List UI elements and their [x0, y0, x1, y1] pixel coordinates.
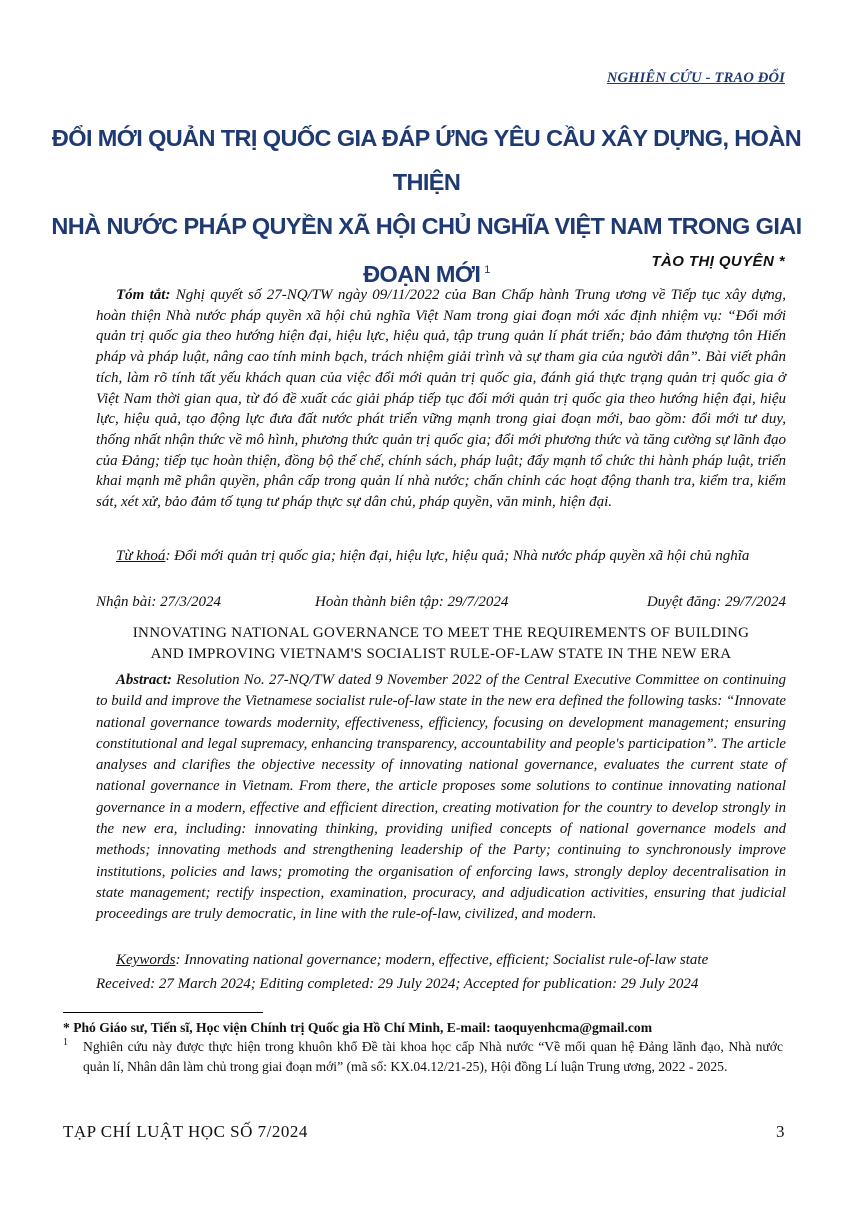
title-line-2: NHÀ NƯỚC PHÁP QUYỀN XÃ HỘI CHỦ NGHĨA VIỆT NAM TRONG GIAI ĐOẠN MỚI $^1$: [51, 213, 802, 287]
title-en-line-2: AND IMPROVING VIETNAM'S SOCIALIST RULE-OF-LAW STATE IN THE NEW ERA: [150, 646, 732, 662]
title-line-1: ĐỔI MỚI QUẢN TRỊ QUỐC GIA ĐÁP ỨNG YÊU CẦU XÂY DỰNG, HOÀN THIỆN: [51, 125, 802, 195]
keywords-en: [96, 950, 786, 971]
keywords-vi: [96, 546, 786, 567]
summary-vi: [96, 285, 786, 513]
keywords-vi-label: Từ khoá: [116, 548, 166, 564]
abstract-label: Abstract:: [116, 672, 172, 688]
summary-text: Nghị quyết số 27-NQ/TW ngày 09/11/2022 của Ban Chấp hành Trung ương về Tiếp tục xây dựng, hoàn thiện Nhà nước pháp quyền xã hội chủ nghĩa Việt Nam trong giai đoạn mới xác định nhiệm vụ: “Đổi mới quản trị quốc gia theo hướng hiện đại, hiệu lực, hiệu quả, tập trung quản lí phát triển; bảo đảm thượng tôn Hiến pháp và pháp luật, nâng cao tính minh bạch, trách nhiệm giải trình và sự tham gia của người dân”. Bài viết phân tích, làm rõ tính tất yếu khách quan của việc đổi mới quản trị quốc gia, đánh giá thực trạng quản trị quốc gia ở Việt Nam thời gian qua, từ đó đề xuất các giải pháp tiếp tục đổi mới quản trị quốc gia theo hướng hiện đại, hiệu lực, hiệu quả, tạo động lực đưa đất nước phát triển vững mạnh trong giai đoạn mới, bao gồm: đổi mới tư duy, thống nhất nhận thức về mô hình, phương thức quản trị quốc gia; đổi mới phương thức và tăng cường sự lãnh đạo của Đảng; tiếp tục hoàn thiện, đồng bộ thể chế, chính sách, pháp luật; đẩy mạnh tổ chức thi hành pháp luật, triển khai mạnh mẽ phân quyền, phân cấp trong quản lí nhà nước; chấn chỉnh các hoạt động thanh tra, kiểm tra, kiểm sát, xét xử, bảo đảm tố tụng tư pháp thực sự dân chủ, pháp quyền, văn minh, hiện đại.: [96, 287, 786, 511]
received-date-vi: Nhận bài: 27/3/2024: [96, 594, 222, 610]
accepted-date-vi: Duyệt đăng: 29/7/2024: [646, 594, 786, 610]
keywords-en-text: : Innovating national governance; modern, effective, efficient; Socialist rule-of-law state: [175, 952, 709, 968]
keywords-en-label: Keywords: [116, 952, 176, 968]
footnote-divider: [63, 1012, 263, 1013]
title-en-line-1: INNOVATING NATIONAL GOVERNANCE TO MEET THE REQUIREMENTS OF BUILDING: [132, 625, 750, 641]
footnote-1-text: Nghiên cứu này được thực hiện trong khuôn khổ Đề tài khoa học cấp Nhà nước “Về mối quan hệ Đảng lãnh đạo, Nhà nước quản lí, Nhân dân làm chủ trong giai đoạn mới” (mã số: KX.04.12/21-25), Hội đồng Lí luận Trung ương, 2022 - 2025.: [83, 1039, 783, 1074]
page-number: 3: [776, 1122, 785, 1141]
footnote-author: * Phó Giáo sư, Tiến sĩ, Học viện Chính trị Quốc gia Hồ Chí Minh, E-mail: taoquyenhcma@gmail.com: [63, 1020, 653, 1035]
title-footnote-mark: 1: [484, 264, 490, 276]
footnote-1-mark: 1: [63, 1037, 68, 1048]
dates-vi: [96, 592, 786, 612]
summary-label: Tóm tắt:: [116, 287, 171, 303]
abstract-text: Resolution No. 27-NQ/TW dated 9 November 2022 of the Central Executive Committee on continuing to build and improve the Vietnamese socialist rule-of-law state in the new era defined the following tasks: “Innovate national governance towards modernity, effectiveness, efficiency, focusing on development management; ensuring constitutional and legal supremacy, enhancing transparency, accountability and people's participation”. The article analyses and clarifies the objective necessity of innovating national governance, evaluates the current state of national governance in Vietnam. From there, the article proposes some solutions to continue innovating national governance in a modern, effective and efficient direction, creating motivation for the country to develop strongly in the new era, including: innovating thinking, providing unified concepts of national governance models and methods; innovating methods and strengthening leadership of the Party; continuing to synchronously improve institutions, policies and laws; promoting the organisation of enforcing laws, strongly deploy decentralisation in state management; rectify inspection, examination, procuracy, and adjudication activities, ensuring that judicial proceedings are truly democratic, in line with the rule-of-law, civilized, and modern.: [96, 672, 786, 923]
section-label: NGHIÊN CỨU - TRAO ĐỔI: [606, 70, 785, 86]
keywords-vi-text: : Đổi mới quản trị quốc gia; hiện đại, hiệu lực, hiệu quả; Nhà nước pháp quyền xã hội chủ nghĩa: [165, 548, 750, 564]
page-footer: [63, 1122, 785, 1142]
footnote-1: [63, 1037, 783, 1077]
article-title-en: [96, 623, 786, 665]
abstract-en: [96, 670, 786, 926]
journal-name: TẠP CHÍ LUẬT HỌC SỐ 7/2024: [63, 1122, 308, 1141]
edited-date-vi: Hoàn thành biên tập: 29/7/2024: [315, 594, 509, 610]
author-name: TÀO THỊ QUYÊN *: [651, 253, 785, 270]
dates-en: Received: 27 March 2024; Editing completed: 29 July 2024; Accepted for publication: 29 July 2024: [96, 976, 699, 992]
